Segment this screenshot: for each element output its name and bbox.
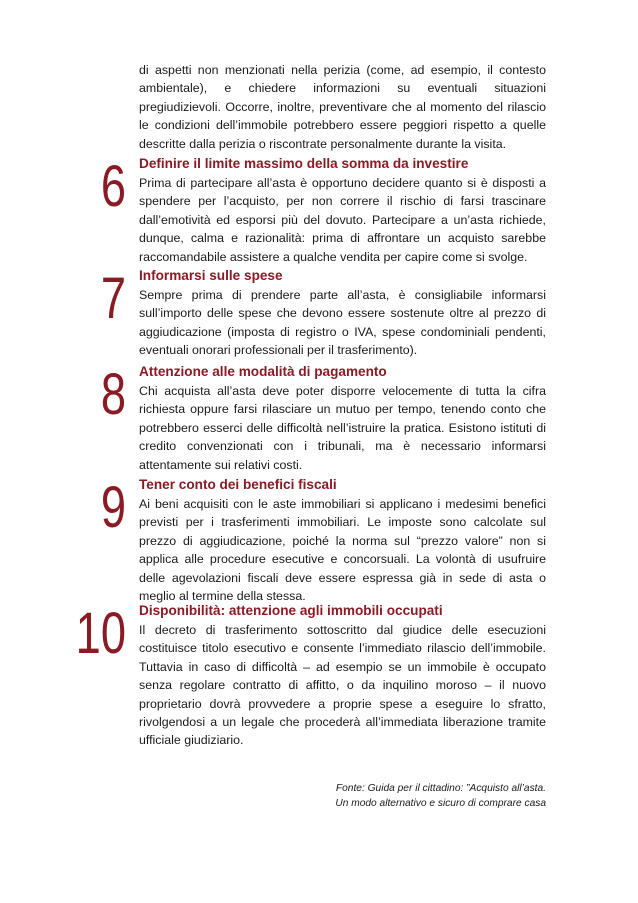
section-7 xyxy=(139,267,546,360)
section-10-body: Il decreto di trasferimento sottoscritto dal giudice delle esecuzioni costituisce titolo esecutivo e consente l’immediato rilascio dell’immobile. Tuttavia in caso di difficoltà – ad esempio se un immobile è occupato senza regolare contratto di affitto, o da inquilino moroso – il nuovo proprietario dovrà provvedere a proprie spese a eseguire lo sfratto, rivolgendosi a un legale che procederà all’immediata liberazione tramite ufficiale giudiziario. xyxy=(139,623,546,748)
section-6-title: Definire il limite massimo della somma da investire xyxy=(139,156,469,171)
section-6 xyxy=(139,155,546,266)
section-8-body: Chi acquista all’asta deve poter disporre velocemente di tutta la cifra richiesta oppure farsi rilasciare un mutuo per tempo, tenendo conto che potrebbero esserci delle difficoltà nell’istruire la pratica. Esistono istituti di credito convenzionati con i tribunali, ma è necessario informarsi attentamente sui relativi costi. xyxy=(139,384,546,472)
section-number-10: 10 xyxy=(75,601,126,666)
section-number-7: 7 xyxy=(100,266,126,331)
section-9-body: Ai beni acquisiti con le aste immobiliari si applicano i medesimi benefici previsti per i trasferimenti immobiliari. Le imposte sono calcolate sul prezzo di aggiudicazione, poiché la norma sul “prezzo valore” non si applica alle procedure esecutive e concorsuali. La volontà di usufruire delle agevolazioni fiscali deve essere espressa già in sede di asta o meglio al termine della stessa. xyxy=(139,497,546,604)
section-10-title: Disponibilità: attenzione agli immobili occupati xyxy=(139,603,443,618)
section-7-title: Informarsi sulle spese xyxy=(139,268,283,283)
intro-paragraph: di aspetti non menzionati nella perizia (come, ad esempio, il contesto ambientale), e chiedere informazioni su eventuali situazioni pregiudizievoli. Occorre, inoltre, preventivare che al momento del rilascio le condizioni dell’immobile potrebbero essere peggiori rispetto a quelle descritte dalla perizia o riscontrate personalmente durante la visita. xyxy=(139,63,546,151)
section-number-8: 8 xyxy=(100,362,126,427)
source-citation xyxy=(335,781,546,811)
source-line-2: Un modo alternativo e sicuro di comprare casa xyxy=(335,798,546,809)
section-number-9: 9 xyxy=(100,475,126,540)
section-9 xyxy=(139,476,546,605)
section-7-body: Sempre prima di prendere parte all’asta, è consigliabile informarsi sull’importo delle spese che devono essere sostenute oltre al prezzo di aggiudicazione (imposta di registro o IVA, spese condominiali pendenti, eventuali onorari professionali per il trasferimento). xyxy=(139,288,546,358)
section-8-title: Attenzione alle modalità di pagamento xyxy=(139,364,387,379)
source-line-1: Fonte: Guida per il cittadino: ”Acquisto all’asta. xyxy=(335,783,546,794)
section-number-6: 6 xyxy=(100,154,126,219)
section-10 xyxy=(139,602,546,750)
section-8 xyxy=(139,363,546,474)
section-9-title: Tener conto dei benefici fiscali xyxy=(139,477,337,492)
section-6-body: Prima di partecipare all’asta è opportuno decidere quanto si è disposti a spendere per l’acquisto, per non correre il rischio di farsi trascinare dall’emotività ed esporsi più del dovuto. Partecipare a un’asta richiede, dunque, calma e razionalità: prima di affrontare un acquisto sarebbe raccomandabile assistere a qualche vendita per capire come si svolge. xyxy=(139,176,546,264)
intro-paragraph-block xyxy=(139,61,546,153)
